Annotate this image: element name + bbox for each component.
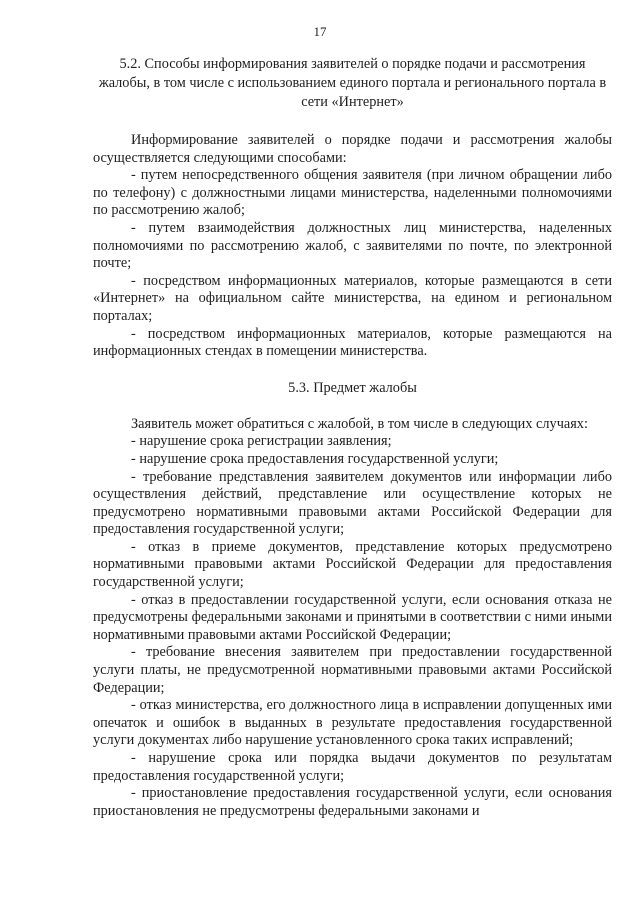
page-number: 17 [313,24,327,39]
list-item: - отказ в приеме документов, представление которых предусмотрено нормативными правовыми актами Российской Федерации для предоставления государственной услуги; [93,538,612,591]
list-item: - путем непосредственного общения заявителя (при личном обращении либо по телефону) с должностными лицами министерства, наделенными полномочиями по рассмотрению жалоб; [93,167,612,219]
list-item: - отказ в предоставлении государственной услуги, если основания отказа не предусмотрены федеральными законами и принятыми в соответствии с ними иными нормативными правовыми актами Российской Федерации; [93,591,612,643]
list-item: - отказ министерства, его должностного лица в исправлении допущенных ими опечаток и ошибок в выданных в результате предоставления государственной услуги документах либо нарушение установленного срока таких исправлений; [93,697,612,749]
paragraph: Заявитель может обратиться с жалобой, в том числе в следующих случаях: [131,415,588,432]
list-item: - посредством информационных материалов, которые размещаются на информационных стендах в помещении министерства. [93,325,612,360]
list-item: - нарушение срока предоставления государственной услуги; [131,450,499,467]
list-item: - приостановление предоставления государственной услуги, если основания приостановления не предусмотрены федеральными законами и [93,785,612,819]
list-item: - нарушение срока регистрации заявления; [131,433,392,450]
document-body [93,55,612,820]
list-item: - посредством информационных материалов, которые размещаются в сети «Интернет» на официальном сайте министерства, на едином и региональном порталах; [93,272,612,324]
list-item: - нарушение срока или порядка выдачи документов по результатам предоставления государственной услуги; [93,750,612,784]
section-heading-5-2: 5.2. Способы информирования заявителей о порядке подачи и рассмотрения жалобы, в том числе с использованием единого портала и регионального портала в сети «Интернет» [98,56,607,110]
paragraph: Информирование заявителей о порядке подачи и рассмотрения жалобы осуществляется следующими способами: [93,132,612,166]
section-heading-5-3: 5.3. Предмет жалобы [288,379,417,396]
list-item: - требование представления заявителем документов или информации либо осуществления действий, представление или осуществление которых не предусмотрено нормативными правовыми актами Российской Федерации для предоставления государственной услуги; [93,468,612,538]
list-item: - путем взаимодействия должностных лиц министерства, наделенных полномочиями по рассмотрению жалоб, с заявителями по почте, по электронной почте; [93,219,612,272]
list-item: - требование внесения заявителем при предоставлении государственной услуги платы, не предусмотренной нормативными правовыми актами Российской Федерации; [93,644,612,696]
